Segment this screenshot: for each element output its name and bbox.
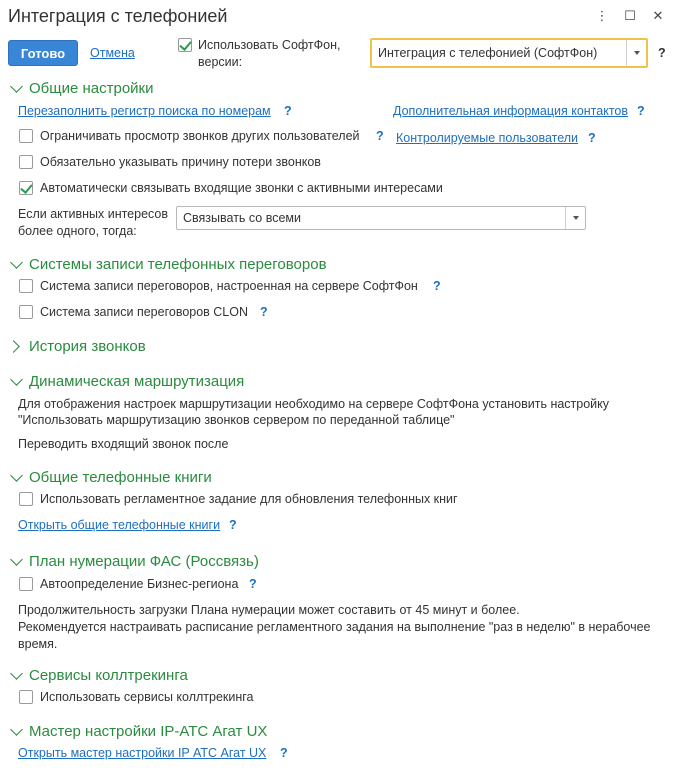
refill-search-register-link[interactable]: Перезаполнить регистр поиска по номерам <box>18 104 271 118</box>
calltracking-label: Использовать сервисы коллтрекинга <box>40 690 254 704</box>
window-title: Интеграция с телефонией <box>8 6 228 26</box>
question-icon[interactable]: ? <box>249 577 257 591</box>
question-icon[interactable]: ? <box>433 279 441 293</box>
section-phonebooks-title[interactable]: Общие телефонные книги <box>29 469 212 486</box>
multi-interest-select-value: Связывать со всеми <box>183 211 301 225</box>
transfer-call-label: Переводить входящий звонок после <box>18 437 229 451</box>
require-reason-checkbox[interactable] <box>19 155 33 169</box>
chevron-down-icon[interactable] <box>626 40 646 66</box>
use-softphone-checkbox[interactable] <box>178 38 192 52</box>
more-menu-icon[interactable]: ⋮ <box>595 8 609 23</box>
section-routing-title[interactable]: Динамическая маршрутизация <box>29 373 245 390</box>
section-history-title[interactable]: История звонков <box>29 338 146 355</box>
question-icon[interactable]: ? <box>284 104 292 118</box>
section-general-title[interactable]: Общие настройки <box>29 80 154 97</box>
section-numbering-title[interactable]: План нумерации ФАС (Россвязь) <box>29 553 259 570</box>
chevron-down-icon[interactable] <box>10 80 23 93</box>
open-agat-wizard-link[interactable]: Открыть мастер настройки IP АТС Агат UX <box>18 746 267 760</box>
window-controls <box>588 6 672 26</box>
chevron-down-icon[interactable] <box>10 469 23 482</box>
phonebook-job-label: Использовать регламентное задание для обновления телефонных книг <box>40 492 458 506</box>
numbering-note-line-1: Продолжительность загрузки Плана нумерации может составить от 45 минут и более. <box>18 603 520 617</box>
chevron-right-icon[interactable] <box>7 340 20 353</box>
chevron-down-icon[interactable] <box>10 553 23 566</box>
chevron-down-icon[interactable] <box>10 667 23 680</box>
cancel-link[interactable]: Отмена <box>90 46 135 60</box>
clon-recording-checkbox[interactable] <box>19 305 33 319</box>
chevron-down-icon[interactable] <box>10 723 23 736</box>
question-icon[interactable]: ? <box>280 746 288 760</box>
controlled-users-link[interactable]: Контролируемые пользователи <box>396 131 579 145</box>
version-select-value: Интеграция с телефонией (СофтФон) <box>378 46 598 60</box>
numbering-note-line-2: Рекомендуется настраивать расписание регламентного задания на выполнение "раз в неделю" в нерабочее <box>18 620 651 634</box>
section-agat-title[interactable]: Мастер настройки IP-АТС Агат UX <box>29 723 268 740</box>
routing-info-line-1: Для отображения настроек маршрутизации необходимо на сервере СофтФона установить настройку <box>18 397 610 411</box>
server-recording-label: Система записи переговоров, настроенная на сервере СофтФон <box>40 279 418 293</box>
calltracking-checkbox[interactable] <box>19 690 33 704</box>
auto-link-label: Автоматически связывать входящие звонки с активными интересами <box>40 181 443 195</box>
numbering-note-line-3: время. <box>18 637 58 651</box>
use-softphone-label-version: версии: <box>198 55 243 69</box>
question-icon[interactable]: ? <box>260 305 268 319</box>
version-select[interactable] <box>370 38 648 68</box>
close-icon[interactable]: ✕ <box>652 8 664 23</box>
chevron-down-icon[interactable] <box>565 207 585 229</box>
extra-contact-info-link[interactable]: Дополнительная информация контактов <box>393 104 628 118</box>
question-icon[interactable]: ? <box>637 104 645 118</box>
multi-interest-label: Если активных интересов <box>18 207 169 221</box>
limit-view-checkbox[interactable] <box>19 129 33 143</box>
server-recording-checkbox[interactable] <box>19 279 33 293</box>
question-icon[interactable]: ? <box>588 131 596 145</box>
section-calltracking-title[interactable]: Сервисы коллтрекинга <box>29 667 188 684</box>
multi-interest-label-2: более одного, тогда: <box>18 224 137 238</box>
routing-info-line-2: "Использовать маршрутизацию звонков сервером по переданной таблице" <box>18 413 455 427</box>
chevron-down-icon[interactable] <box>10 373 23 386</box>
question-icon[interactable]: ? <box>376 129 384 143</box>
chevron-down-icon[interactable] <box>10 256 23 269</box>
use-softphone-label: Использовать СофтФон, <box>198 38 341 52</box>
limit-view-label: Ограничивать просмотр звонков других пользователей <box>40 129 360 143</box>
help-icon[interactable]: ? <box>658 46 666 60</box>
clon-recording-label: Система записи переговоров CLON <box>40 305 249 319</box>
multi-interest-select[interactable] <box>176 206 586 230</box>
maximize-icon[interactable]: ☐ <box>624 8 636 23</box>
open-phonebooks-link[interactable]: Открыть общие телефонные книги <box>18 518 221 532</box>
auto-region-checkbox[interactable] <box>19 577 33 591</box>
ok-button[interactable]: Готово <box>8 40 78 66</box>
question-icon[interactable]: ? <box>229 518 237 532</box>
auto-region-label: Автоопределение Бизнес-региона <box>40 577 239 591</box>
phonebook-job-checkbox[interactable] <box>19 492 33 506</box>
require-reason-label: Обязательно указывать причину потери звонков <box>40 155 321 169</box>
section-recording-title[interactable]: Системы записи телефонных переговоров <box>29 256 327 273</box>
auto-link-checkbox[interactable] <box>19 181 33 195</box>
